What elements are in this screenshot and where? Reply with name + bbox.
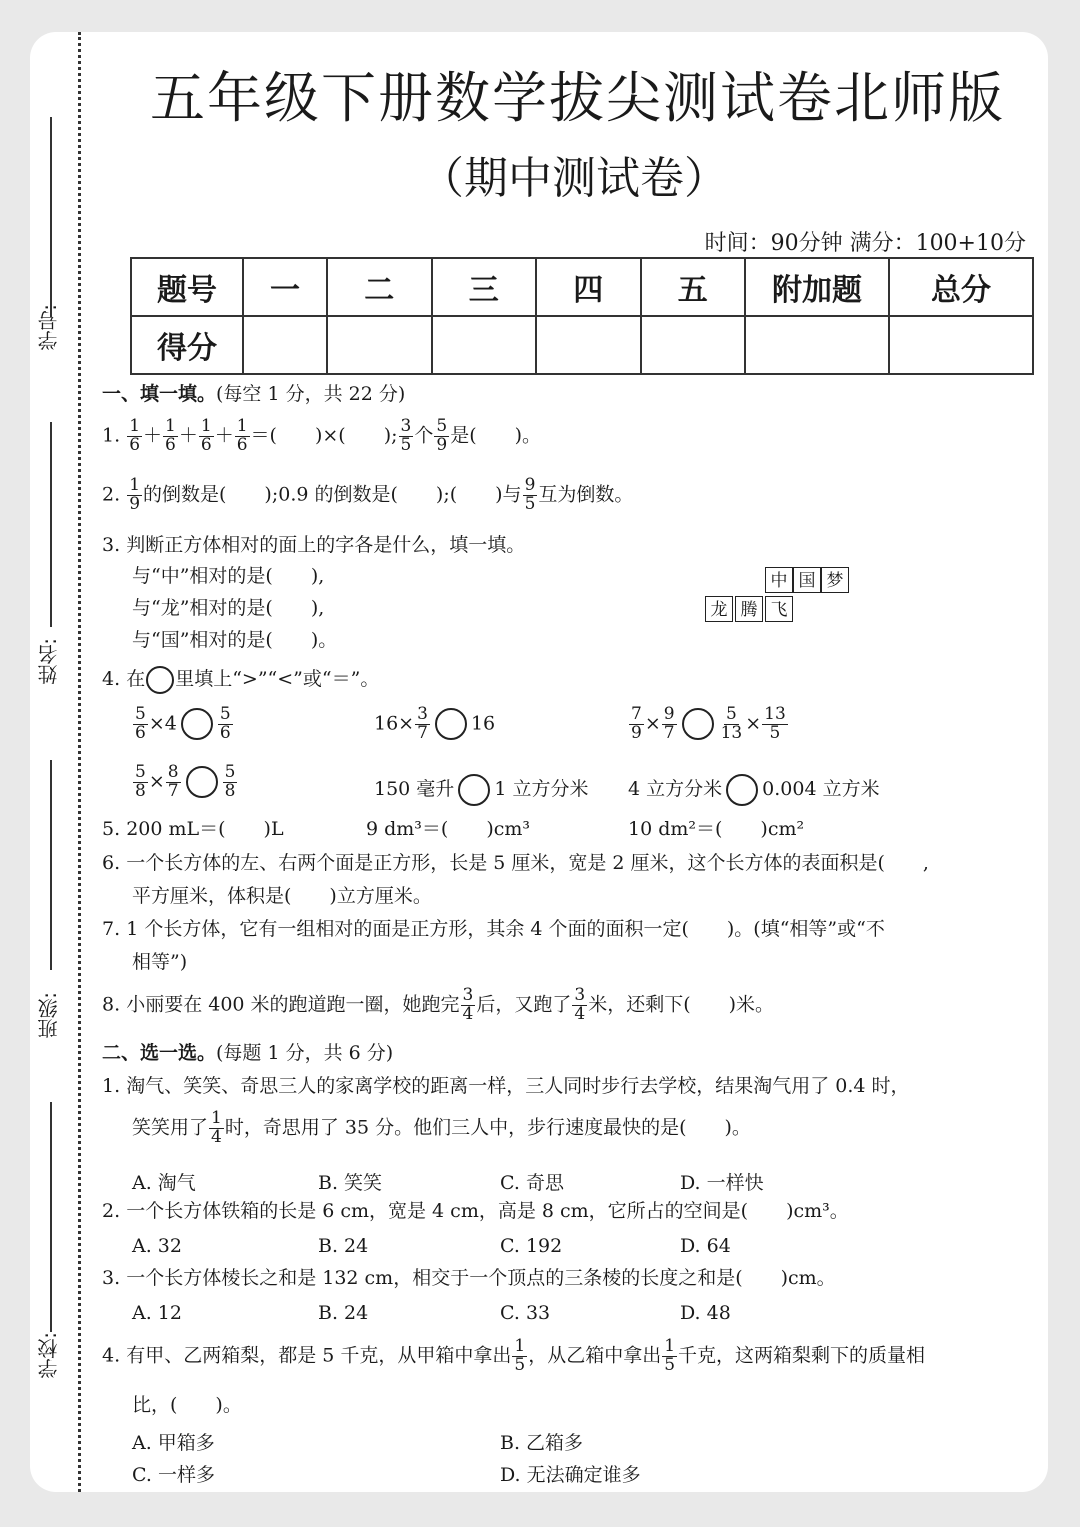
student-id-line (50, 117, 52, 317)
page-title: 五年级下册数学拔尖测试卷北师版 (150, 66, 1006, 130)
score-cell: 题号 (131, 258, 243, 316)
compare-1: $\frac{5}{6}$ ×4 $\frac{5}{6}$ (135, 704, 231, 743)
option[interactable]: C. 奇思 (500, 1172, 564, 1194)
compare-2: 16× $\frac{3}{7}$ 16 (374, 704, 496, 743)
score-cell: 四 (536, 258, 641, 316)
score-cell: 五 (641, 258, 746, 316)
option[interactable]: B. 乙箱多 (500, 1432, 584, 1454)
question-1-6-line2: 平方厘米，体积是( )立方厘米。 (132, 885, 432, 907)
option[interactable]: C. 192 (500, 1235, 563, 1257)
blank-circle[interactable] (458, 774, 490, 806)
option[interactable]: B. 24 (318, 1302, 369, 1324)
question-1-8: 8. 小丽要在 400 米的跑道跑一圈，她跑完 $\frac{3}{4}$ 后，又跑了 $\frac{3}{4}$ 米，还剩下( )米。 (102, 985, 775, 1024)
section1-heading: 一、填一填。(每空 1 分，共 22 分) (102, 383, 406, 405)
question-2-2: 2. 一个长方体铁箱的长是 6 cm，宽是 4 cm，高是 8 cm，它所占的空间是( )cm³。 (102, 1200, 849, 1222)
fraction: $\frac{9}{5}$ (524, 475, 536, 514)
question-1-3: 3. 判断正方体相对的面上的字各是什么，填一填。 (102, 534, 526, 556)
option[interactable]: C. 一样多 (132, 1464, 215, 1486)
option[interactable]: C. 33 (500, 1302, 551, 1324)
blank-circle[interactable] (181, 708, 213, 740)
cube-face: 梦 (821, 567, 849, 593)
q3-line-3: 与“国”相对的是( )。 (132, 629, 338, 651)
score-blank[interactable] (889, 316, 1033, 374)
compare-5: 150 毫升 1 立方分米 (374, 774, 588, 806)
option[interactable]: D. 64 (680, 1235, 731, 1257)
binding-dotted-line (78, 32, 81, 1492)
score-cell: 三 (432, 258, 537, 316)
question-1-6: 6. 一个长方体的左、右两个面是正方形，长是 5 厘米，宽是 2 厘米，这个长方体的表面积是( , (102, 852, 929, 874)
question-2-4-line2: 比，( )。 (132, 1394, 242, 1416)
cube-face: 国 (793, 567, 821, 593)
question-1-5: 5. 200 mL＝( )L (102, 818, 284, 840)
q3-line-1: 与“中”相对的是( ), (132, 565, 325, 587)
option[interactable]: A. 12 (132, 1302, 182, 1324)
fraction: $\frac{1}{6}$ (129, 416, 141, 455)
score-table-score-row (131, 316, 1033, 374)
cube-face: 中 (765, 567, 793, 593)
score-blank[interactable] (327, 316, 432, 374)
blank-circle[interactable] (682, 708, 714, 740)
option[interactable]: B. 笑笑 (318, 1172, 383, 1194)
compare-4: $\frac{5}{8}$ × $\frac{8}{7}$ $\frac{5}{8}$ (135, 762, 236, 801)
blank-circle[interactable] (186, 766, 218, 798)
fraction: $\frac{1}{6}$ (165, 416, 176, 455)
score-cell: 附加题 (745, 258, 889, 316)
question-1-5b: 9 dm³＝( )cm³ (366, 818, 531, 840)
score-cell: 总分 (889, 258, 1033, 316)
score-blank[interactable] (536, 316, 641, 374)
option[interactable]: A. 淘气 (132, 1172, 196, 1194)
option[interactable]: B. 24 (318, 1235, 369, 1257)
option[interactable]: D. 48 (680, 1302, 731, 1324)
class-line (50, 760, 52, 970)
option[interactable]: D. 无法确定谁多 (500, 1464, 641, 1486)
question-1-2: 2. $\frac{1}{9}$ 的倒数是( );0.9 的倒数是( );( )与 $\frac{9}{5}$ 互为倒数。 (102, 475, 634, 514)
question-1-1: 1. $\frac{1}{6}$ ＋ $\frac{1}{6}$ ＋ $\frac{1}{6}$ ＋ $\frac{1}{6}$ ＝( )×( ); $\frac{3}{5}$ 个 $\frac{5}{9}$ 是( )。 (102, 416, 542, 455)
cube-face: 飞 (765, 596, 793, 622)
blank-circle[interactable] (435, 708, 467, 740)
score-blank[interactable] (641, 316, 746, 374)
school-line (50, 1102, 52, 1332)
page-subtitle: （期中测试卷） (420, 153, 728, 204)
score-table-header-row (131, 258, 1033, 316)
blank-circle (146, 666, 174, 694)
score-blank[interactable] (432, 316, 537, 374)
school-label: 学校: (37, 1332, 61, 1379)
question-1-5c: 10 dm²＝( )cm² (628, 818, 805, 840)
option[interactable]: D. 一样快 (680, 1172, 764, 1194)
class-label: 班级: (37, 992, 61, 1039)
score-cell: 二 (327, 258, 432, 316)
fraction: $\frac{1}{6}$ (236, 416, 248, 455)
compare-3: $\frac{7}{9}$ × $\frac{9}{7}$ $\frac{5}{13}$ × $\frac{13}{5}$ (631, 704, 786, 743)
fraction: $\frac{3}{5}$ (400, 416, 412, 455)
question-1-7: 7. 1 个长方体，它有一组相对的面是正方形，其余 4 个面的面积一定( )。(填“相等”或“不 (102, 918, 885, 940)
fraction: $\frac{5}{9}$ (436, 416, 448, 455)
question-2-1-line2: 笑笑用了 $\frac{1}{4}$ 时，奇思用了 35 分。他们三人中，步行速度最快的是( )。 (132, 1108, 751, 1147)
score-blank[interactable] (745, 316, 889, 374)
question-2-4: 4. 有甲、乙两箱梨，都是 5 千克，从甲箱中拿出 $\frac{1}{5}$ ，从乙箱中拿出 $\frac{1}{5}$ 千克，这两箱梨剩下的质量相 (102, 1336, 926, 1375)
blank-circle[interactable] (726, 774, 758, 806)
name-line (50, 422, 52, 627)
option[interactable]: A. 甲箱多 (132, 1432, 215, 1454)
score-table (130, 257, 1034, 375)
cube-face: 龙 (705, 596, 733, 622)
section2-heading: 二、选一选。(每题 1 分，共 6 分) (102, 1042, 394, 1064)
fraction: $\frac{1}{9}$ (129, 475, 141, 514)
q3-line-2: 与“龙”相对的是( ), (132, 597, 325, 619)
student-id-label: 学号: (37, 304, 61, 351)
score-blank[interactable] (243, 316, 327, 374)
question-1-4: 4. 在 里填上“>”“<”或“＝”。 (102, 666, 379, 694)
question-1-7-line2: 相等”) (132, 951, 188, 973)
question-2-1: 1. 淘气、笑笑、奇思三人的家离学校的距离一样，三人同时步行去学校，结果淘气用了 0.4 时， (102, 1075, 910, 1097)
fraction: $\frac{1}{6}$ (200, 416, 212, 455)
compare-6: 4 立方分米 0.004 立方米 (628, 774, 880, 806)
question-2-3: 3. 一个长方体棱长之和是 132 cm，相交于一个顶点的三条棱的长度之和是( )cm。 (102, 1267, 836, 1289)
exam-time-score: 时间：90分钟 满分：100+10分 (704, 231, 1026, 256)
name-label: 姓名: (37, 638, 61, 685)
score-cell: 一 (243, 258, 327, 316)
exam-sheet (30, 32, 1048, 1492)
score-cell: 得分 (131, 316, 243, 374)
option[interactable]: A. 32 (132, 1235, 182, 1257)
cube-face: 腾 (735, 596, 763, 622)
